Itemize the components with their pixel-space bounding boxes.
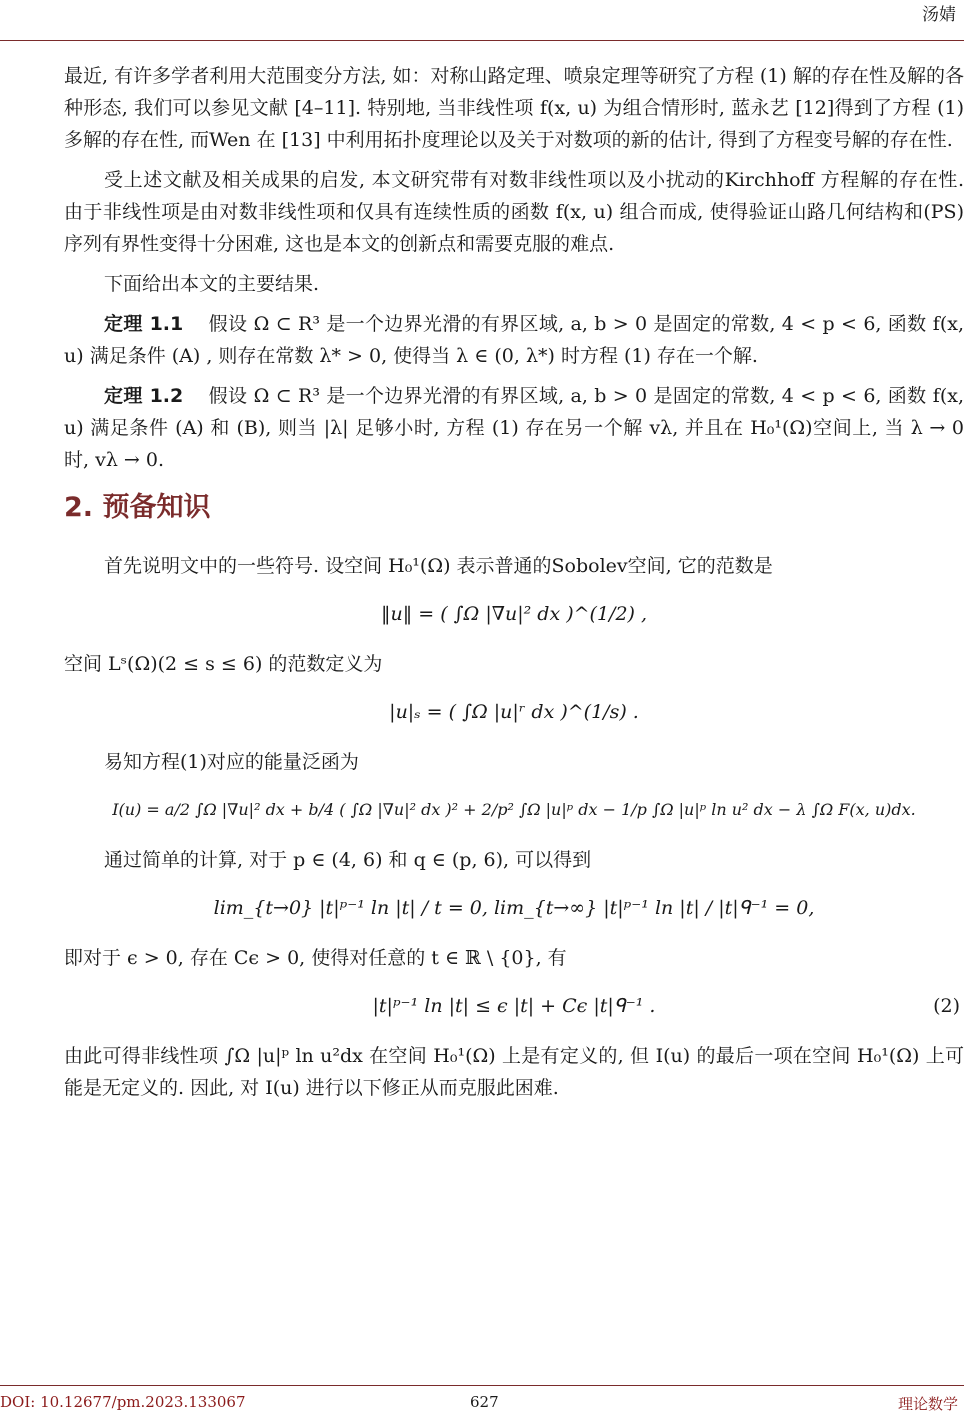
header-author: 汤婧 — [922, 5, 956, 25]
paragraph-1: 最近, 有许多学者利用大范围变分方法, 如：对称山路定理、喷泉定理等研究了方程 (1) 解的存在性及解的各种形态, 我们可以参见文献 [4–11]. 特别地, 当非线性项 f(x, u) 为组合情形时, 蓝永艺 [12]得到了方程 (1)多解的存在性, 而Wen 在 [13] 中利用拓扑度理论以及关于对数项的新的估计, 得到了方程变号解的存在性. — [64, 65, 964, 151]
equation-norm: ‖u‖ = ( ∫Ω |∇u|² dx )^(1/2) , — [380, 603, 648, 625]
paragraph-7: 通过简单的计算, 对于 p ∈ (4, 6) 和 q ∈ (p, 6), 可以得到 — [104, 849, 592, 871]
paragraph-8: 即对于 ϵ > 0, 存在 Cϵ > 0, 使得对任意的 t ∈ ℝ \ {0}, 有 — [64, 947, 567, 969]
theorem-1-2-label: 定理 1.2 — [104, 385, 184, 407]
paragraph-4: 首先说明文中的一些符号. 设空间 H₀¹(Ω) 表示普通的Sobolev空间, 它的范数是 — [104, 555, 773, 577]
equation-2-number: (2) — [933, 995, 960, 1017]
theorem-1-1 — [64, 308, 964, 372]
footer-journal-name: 理论数学 — [897, 1395, 958, 1413]
footer-page-number: 627 — [470, 1393, 499, 1411]
equation-2-row — [64, 990, 964, 1022]
paragraph-9: 由此可得非线性项 ∫Ω |u|ᵖ ln u²dx 在空间 H₀¹(Ω) 上是有定义的, 但 I(u) 的最后一项在空间 H₀¹(Ω) 上可能是无定义的. 因此, 对 I(u) 进行以下修正从而克服此困难. — [64, 1045, 964, 1099]
footer-rule — [0, 1385, 964, 1386]
theorem-1-2 — [64, 380, 964, 476]
section-heading: 2. 预备知识 — [64, 492, 211, 523]
header-rule — [0, 40, 964, 41]
equation-energy: I(u) = a/2 ∫Ω |∇u|² dx + b/4 ( ∫Ω |∇u|² dx )² + 2/p² ∫Ω |u|ᵖ dx − 1/p ∫Ω |u|ᵖ ln u² dx − λ ∫Ω F(x, u)dx. — [112, 800, 916, 819]
theorem-1-1-text: 假设 Ω ⊂ R³ 是一个边界光滑的有界区域, a, b > 0 是固定的常数, 4 < p < 6, 函数 f(x, u) 满足条件 (A) , 则存在常数 λ* > 0, 使得当 λ ∈ (0, λ*) 时方程 (1) 存在一个解. — [64, 313, 964, 367]
equation-ls-norm: |u|ₛ = ( ∫Ω |u|ʳ dx )^(1/s) . — [389, 701, 639, 723]
theorem-1-1-label: 定理 1.1 — [104, 313, 184, 335]
page-body — [64, 60, 964, 1112]
paragraph-5: 空间 Lˢ(Ω)(2 ≤ s ≤ 6) 的范数定义为 — [64, 653, 383, 675]
equation-2: |t|ᵖ⁻¹ ln |t| ≤ ϵ |t| + Cϵ |t|ᑫ⁻¹ . — [372, 995, 656, 1017]
footer-doi-link[interactable]: DOI: 10.12677/pm.2023.133067 — [0, 1393, 246, 1411]
theorem-1-2-text: 假设 Ω ⊂ R³ 是一个边界光滑的有界区域, a, b > 0 是固定的常数, 4 < p < 6, 函数 f(x, u) 满足条件 (A) 和 (B), 则当 |λ| 足够小时, 方程 (1) 存在另一个解 vλ, 并且在 H₀¹(Ω)空间上, 当 λ → 0 时, vλ → 0. — [64, 385, 964, 471]
equation-limits: lim_{t→0} |t|ᵖ⁻¹ ln |t| / t = 0, lim_{t→∞} |t|ᵖ⁻¹ ln |t| / |t|ᑫ⁻¹ = 0, — [213, 897, 815, 919]
paragraph-3: 下面给出本文的主要结果. — [104, 273, 320, 295]
paragraph-2: 受上述文献及相关成果的启发, 本文研究带有对数非线性项以及小扰动的Kirchhoff 方程解的存在性. 由于非线性项是由对数非线性项和仅具有连续性质的函数 f(x, u) 组合而成, 使得验证山路几何结构和(PS)序列有界性变得十分困难, 这也是本文的创新点和需要克服的难点. — [64, 169, 964, 255]
paragraph-6: 易知方程(1)对应的能量泛函为 — [104, 751, 359, 773]
